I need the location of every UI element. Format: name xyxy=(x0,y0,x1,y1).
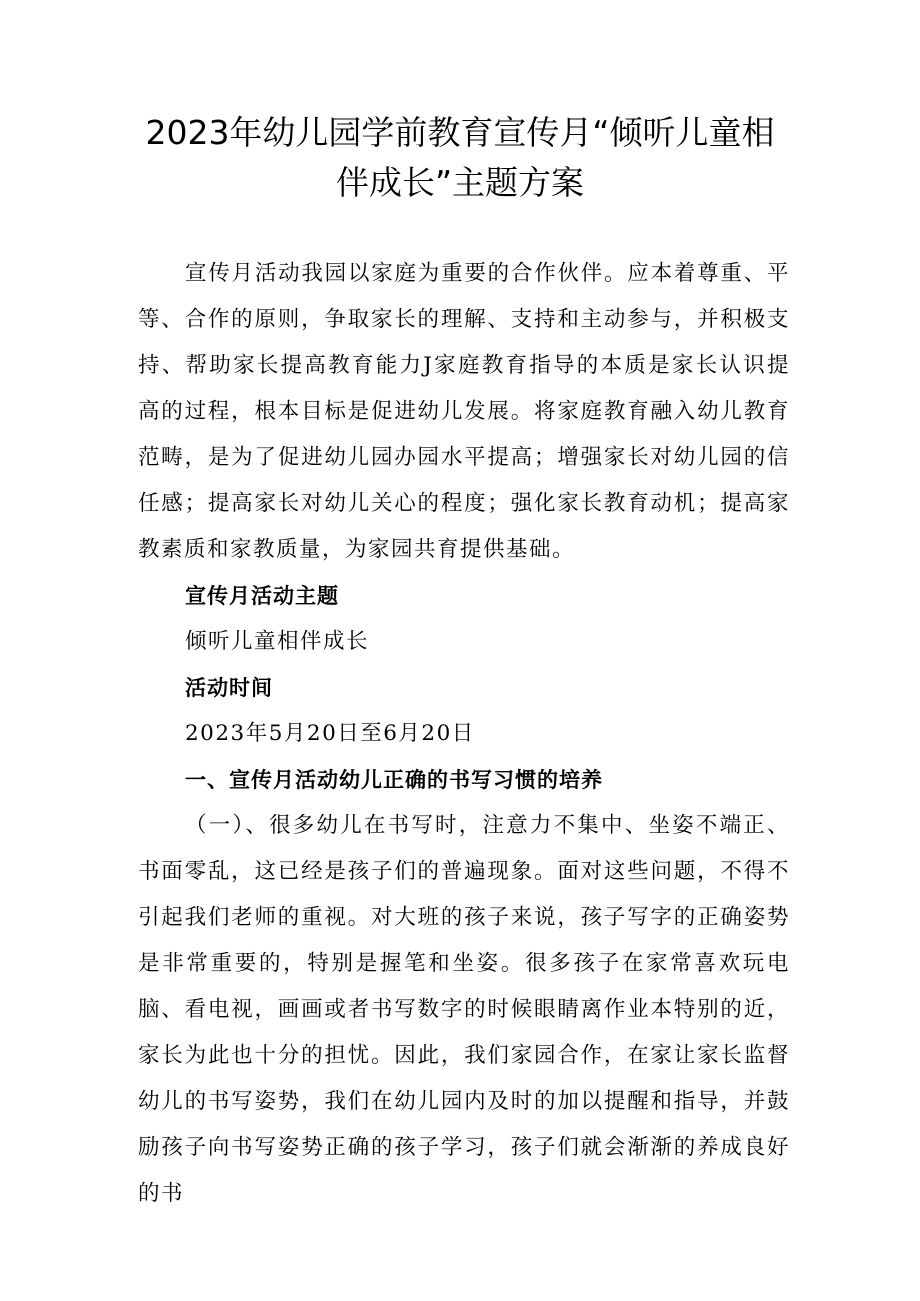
title-line-2: 伴成长”主题方案 xyxy=(335,163,585,202)
section-1-heading: 一、宣传月活动幼儿正确的书写习惯的培养 xyxy=(185,768,603,792)
time-heading: 活动时间 xyxy=(185,676,273,700)
document-title xyxy=(100,108,820,208)
title-line-1: 2023年幼儿园学前教育宣传月“倾听儿童相 xyxy=(145,113,775,152)
section-1-paragraph: （一）、很多幼儿在书写时，注意力不集中、坐姿不端正、书面零乱，这已经是孩子们的普遍现象。面对这些问题，不得不引起我们老师的重视。对大班的孩子来说，孩子写字的正确姿势是非常重要的，特别是握笔和坐姿。很多孩子在家常喜欢玩电脑、看电视，画画或者书写数字的时候眼睛离作业本特别的近，家长为此也十分的担忧。因此，我们家园合作，在家让家长监督幼儿的书写姿势，我们在幼儿园内及时的加以提醒和指导，并鼓励孩子向书写姿势正确的孩子学习，孩子们就会渐渐的养成良好的书 xyxy=(138,813,790,1206)
intro-paragraph: 宣传月活动我园以家庭为重要的合作伙伴。应本着尊重、平等、合作的原则，争取家长的理解、支持和主动参与，并积极支持、帮助家长提高教育能力J家庭教育指导的本质是家长认识提高的过程，根本目标是促进幼儿发展。将家庭教育融入幼儿教育范畴，是为了促进幼儿园办园水平提高；增强家长对幼儿园的信任感；提高家长对幼儿关心的程度；强化家长教育动机；提高家教素质和家教质量，为家园共育提供基础。 xyxy=(138,261,790,562)
time-text: 2023年5月20日至6月20日 xyxy=(185,721,475,746)
document-body xyxy=(138,251,790,1217)
theme-heading: 宣传月活动主题 xyxy=(185,584,339,608)
theme-text: 倾听儿童相伴成长 xyxy=(185,629,370,654)
